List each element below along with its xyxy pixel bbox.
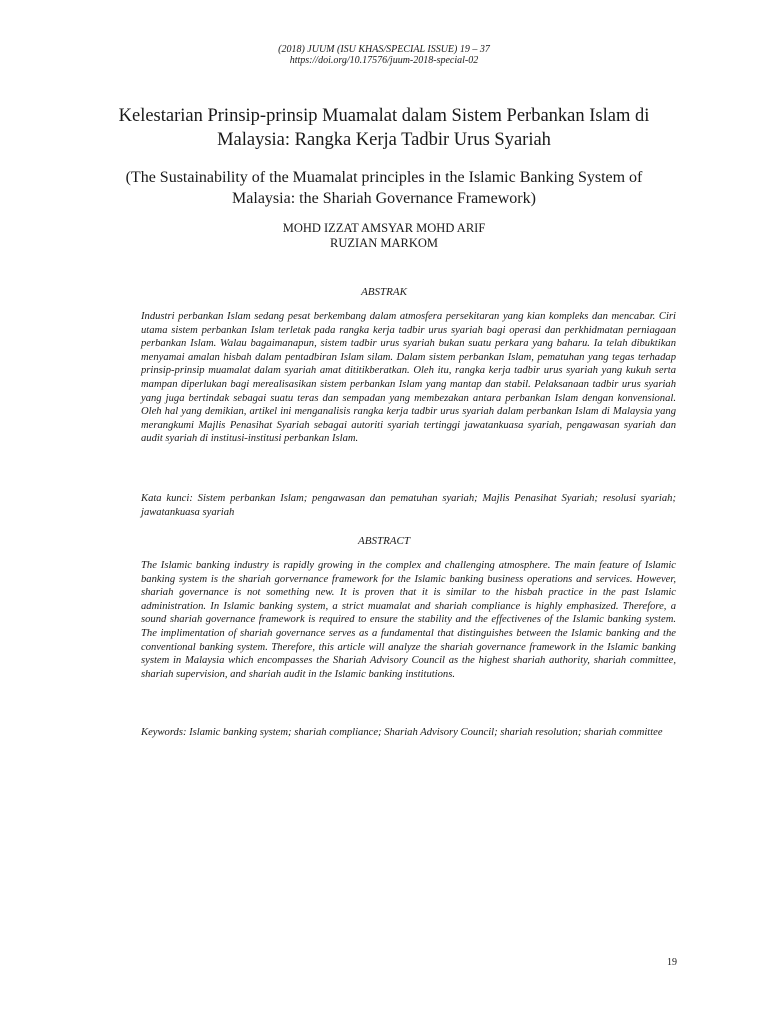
abstract-heading: ABSTRACT: [358, 535, 410, 547]
abstrak-heading: ABSTRAK: [361, 286, 407, 298]
doi-link[interactable]: https://doi.org/10.17576/juum-2018-special-02: [289, 55, 479, 66]
author-1: MOHD IZZAT AMSYAR MOHD ARIF: [282, 221, 486, 235]
page-number: 19: [667, 957, 677, 968]
article-title-english: (The Sustainability of the Muamalat principles in the Islamic Banking System of Malaysia: the Shariah Governance Framework): [125, 169, 643, 207]
abstrak-keywords: Kata kunci: Sistem perbankan Islam; pengawasan dan pematuhan syariah; Majlis Penasihat Syariah; resolusi syariah; jawatankuasa syariah: [141, 493, 676, 518]
journal-citation: (2018) JUUM (ISU KHAS/SPECIAL ISSUE) 19 – 37: [278, 44, 490, 55]
abstrak-body: Industri perbankan Islam sedang pesat berkembang dalam atmosfera persekitaran yang kian kompleks dan mencabar. Ciri utama sistem perbankan Islam terletak pada rangka kerja tadbir urus syariah bagi operasi dan perkhidmatan perniagaan perbankan Islam. Walau bagaimanapun, sistem tadbir urus syariah bukan suatu perkara yang baharu. Ia telah dibuktikan menyamai amalan hisbah dalam pentadbiran Islam silam. Dalam sistem perbankan Islam, pematuhan yang tegas terhadap prinsip-prinsip muamalat dalam syariah amat dititikberatkan. Oleh itu, rangka kerja tadbir urus syariah yang kukuh serta mampan diperlukan bagi merealisasikan sistem perbankan Islam yang mantap dan stabil. Pelaksanaan tadbir urus syariah yang juga bertindak sebagai suatu teras dan sempadan yang membezakan antara perbankan Islam dengan konvensional. Oleh hal yang demikian, artikel ini menganalisis rangka kerja tadbir urus syariah dalam perbankan Islam di Malaysia yang merangkumi Majlis Penasihat Syariah sebagai autoriti syariah tertinggi jawatankuasa syariah, pengawasan syariah dan audit syariah di institusi-institusi perbankan Islam.: [141, 311, 676, 445]
abstract-body: The Islamic banking industry is rapidly growing in the complex and challenging atmosphere. The main feature of Islamic banking system is the shariah gorvernance framework for the Islamic banking business operations and services. However, shariah governance is not something new. It is proven that it is similar to the hisbah practice in the past Islamic administration. In Islamic banking system, a strict muamalat and shariah compliance is highly emphasized. Therefore, a sound shariah governance framework is required to ensure the stability and the effectivenes of the Islamic banking system. The implimentation of shariah governance serves as a fundamental that distinguishes between the Islamic banking and the conventional banking system. Therefore, this article will analyze the shariah governance framework in the Islamic banking system in Malaysia which encompasses the Shariah Advisory Council as the highest shariah authority, shariah committee, shariah supervision, and shariah audit in the Islamic banking institutions.: [141, 560, 676, 680]
article-title-malay: Kelestarian Prinsip-prinsip Muamalat dalam Sistem Perbankan Islam di Malaysia: Rangka Kerja Tadbir Urus Syariah: [118, 106, 650, 150]
abstract-keywords: Keywords: Islamic banking system; shariah compliance; Shariah Advisory Council; shariah resolution; shariah committee: [141, 727, 663, 738]
author-2: RUZIAN MARKOM: [330, 236, 438, 250]
